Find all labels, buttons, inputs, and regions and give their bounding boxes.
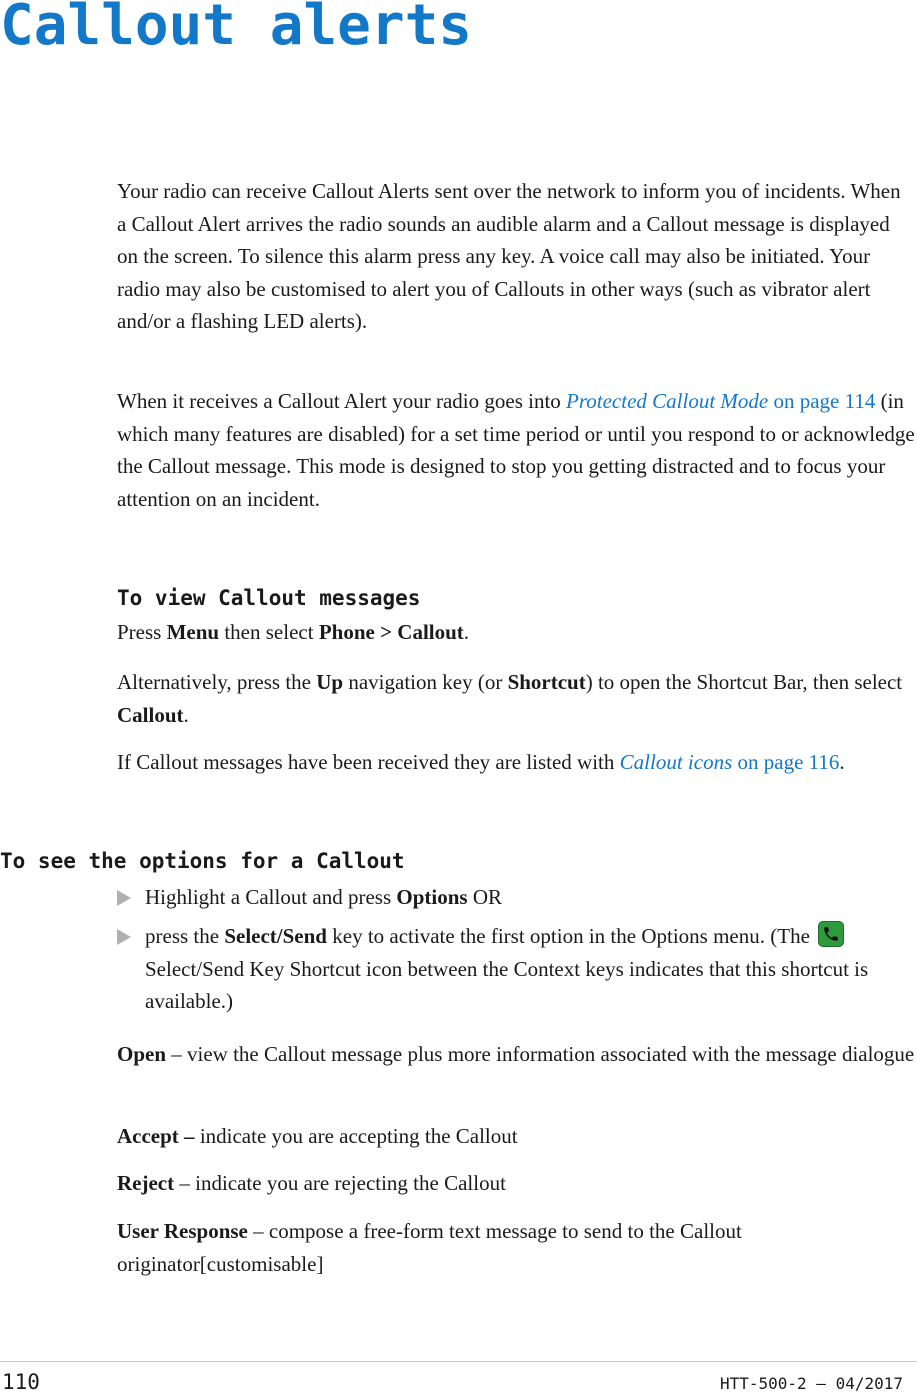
- text: press the: [145, 924, 225, 948]
- protected-callout-mode-page-link[interactable]: on page 114: [768, 389, 876, 413]
- view-paragraph-3: [117, 746, 915, 779]
- options-term: Options: [396, 885, 468, 909]
- phone-icon: [818, 921, 844, 947]
- bullet-item-2: [117, 920, 915, 1018]
- option-desc: – indicate you are rejecting the Callout: [174, 1171, 506, 1195]
- callout-icons-link[interactable]: Callout icons: [619, 750, 733, 774]
- page-number: 110: [2, 1370, 40, 1394]
- text: OR: [467, 885, 503, 909]
- option-desc: – view the Callout message plus more information associated with the message dialogue: [166, 1042, 915, 1066]
- option-term: Accept –: [117, 1124, 195, 1148]
- option-reject: [117, 1167, 915, 1200]
- text: key to activate the first option in the Options menu. (The: [327, 924, 816, 948]
- option-desc: – compose a free-form text message to send to the Callout originator[customisable]: [117, 1219, 742, 1276]
- text: If Callout messages have been received they are listed with: [117, 750, 620, 774]
- bullet-arrow-icon: [117, 929, 131, 945]
- option-desc: indicate you are accepting the Callout: [194, 1124, 518, 1148]
- menu-term: Menu: [166, 620, 220, 644]
- text: navigation key (or: [343, 670, 508, 694]
- option-accept: [117, 1120, 915, 1153]
- intro-paragraph-1: Your radio can receive Callout Alerts sent over the network to inform you of incidents. When a Callout Alert arrives the radio sounds an audible alarm and a Callout message is displayed on the screen. To silence this alarm press any key. A voice call may also be initiated. Your radio may also be customised to alert you of Callouts in other ways (such as vibrator alert and/or a flashing LED alerts).: [117, 179, 901, 333]
- intro-p2-text-a: When it receives a Callout Alert your radio goes into: [117, 389, 567, 413]
- intro-p2-text-b: (in which many features are disabled) for a set time period or until you respond to or acknowledge the Callout message. This mode is designed to stop you getting distracted and to focus your attention on an incident.: [117, 389, 915, 511]
- select-send-term: Select/Send: [224, 924, 327, 948]
- text: Press: [117, 620, 167, 644]
- page-title: Callout alerts: [0, 0, 473, 58]
- document-reference: HTT-500-2 – 04/2017: [719, 1374, 903, 1393]
- text: Alternatively, press the: [117, 670, 317, 694]
- view-paragraph-1: [117, 616, 915, 649]
- option-term: Open: [117, 1042, 167, 1066]
- option-user-response: [117, 1215, 915, 1280]
- phone-callout-term: Phone > Callout: [318, 620, 464, 644]
- text: .: [839, 750, 845, 774]
- text: .: [463, 620, 470, 644]
- protected-callout-mode-link[interactable]: Protected Callout Mode: [566, 389, 769, 413]
- text: then select: [219, 620, 319, 644]
- bullet-item-1: [117, 881, 915, 914]
- option-open: [117, 1038, 915, 1071]
- callout-term: Callout: [117, 702, 184, 727]
- text: ) to open the Shortcut Bar, then select: [585, 670, 903, 694]
- option-term: Reject: [117, 1171, 175, 1195]
- view-paragraph-2: [117, 666, 915, 731]
- shortcut-term: Shortcut: [507, 670, 586, 694]
- options-heading: To see the options for a Callout: [0, 849, 405, 873]
- text: Select/Send Key Shortcut icon between the Context keys indicates that this shortcut is available.): [145, 956, 869, 1013]
- footer-divider: [0, 1361, 917, 1362]
- view-callout-heading: To view Callout messages: [117, 586, 421, 610]
- text: .: [183, 702, 189, 727]
- intro-paragraph-2: [117, 385, 915, 515]
- option-term: User Response: [117, 1219, 248, 1243]
- bullet-arrow-icon: [117, 890, 131, 906]
- text: Highlight a Callout and press: [145, 885, 397, 909]
- callout-icons-page-link[interactable]: on page 116: [732, 750, 840, 774]
- up-term: Up: [316, 670, 344, 694]
